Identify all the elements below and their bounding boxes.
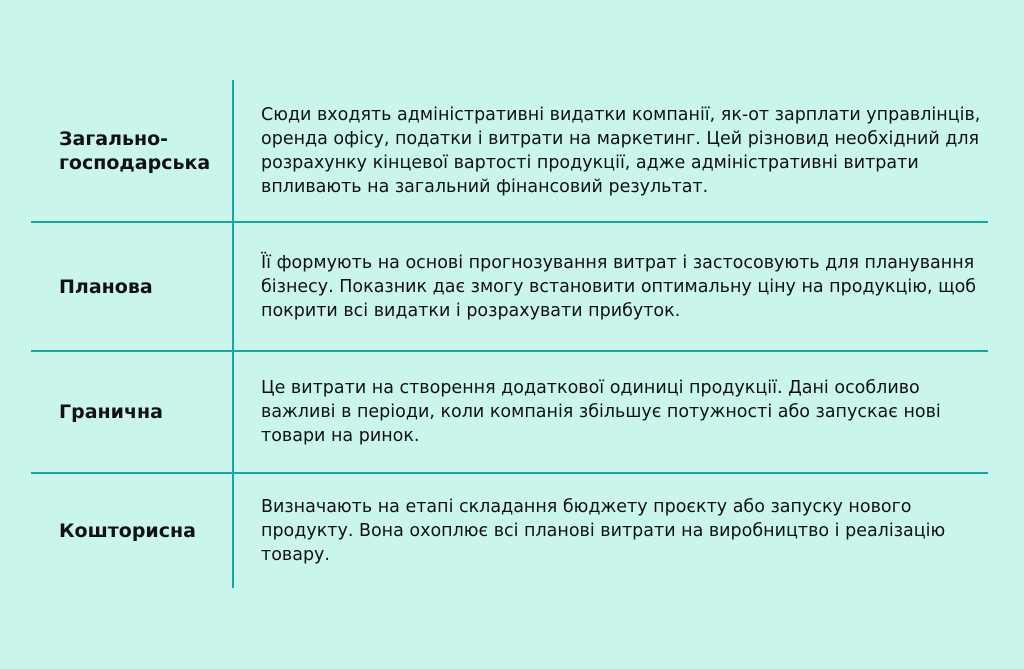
row-description: Визначають на етапі складання бюджету проєкту або запуску нового продукту. Вона охоплює всі планові витрати на виробництво і реалізацію товару. (261, 497, 946, 565)
row-term: Планова (59, 275, 153, 298)
row-term: Гранична (59, 401, 163, 423)
table-row (31, 474, 988, 588)
row-description: Її формують на основі прогнозування витрат і застосовують для планування бізнесу. Показник дає змогу встановити оптимальну ціну на продукцію, щоб покрити всі видатки і розрахувати прибуток. (261, 252, 977, 321)
row-term: Загально-господарська (59, 127, 211, 174)
row-description: Це витрати на створення додаткової одиниці продукції. Дані особливо важливі в періоди, коли компанія збільшує потужності або запускає нові товари на ринок. (261, 378, 941, 446)
table-row (31, 223, 988, 352)
table-row (31, 80, 988, 223)
cost-types-table (31, 80, 988, 588)
table-row (31, 352, 988, 474)
row-description: Сюди входять адміністративні видатки компанії, як-от зарплати управлінців, оренда офісу, податки і витрати на маркетинг. Цей різновид необхідний для розрахунку кінцевої вартості продукції, адже адміністративні витрати впливають на загальний фінансовий результат. (261, 104, 981, 197)
row-term: Кошторисна (59, 520, 196, 542)
